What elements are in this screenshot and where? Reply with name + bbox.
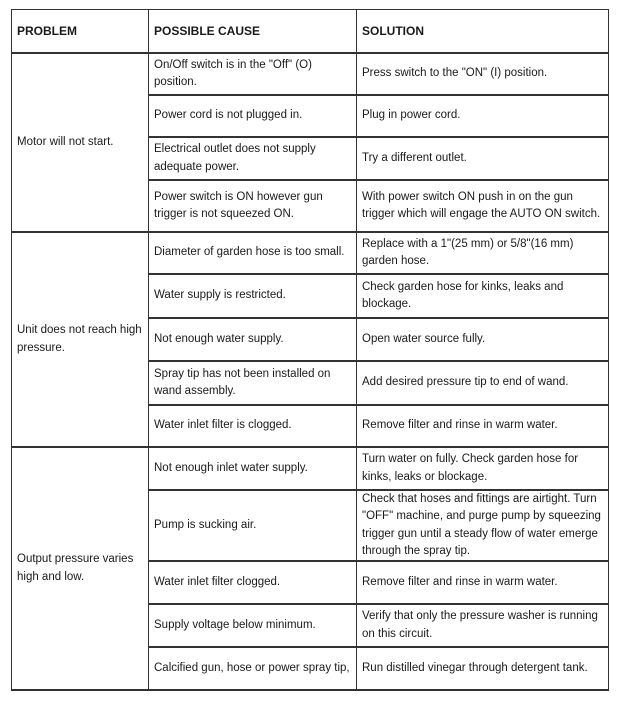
cause-cell: Not enough inlet water supply.	[149, 447, 357, 490]
cause-cell: Supply voltage below minimum.	[149, 604, 357, 647]
cause-cell: Water inlet filter clogged.	[149, 561, 357, 604]
solution-cell: Check that hoses and fittings are airtight. Turn "OFF" machine, and purge pump by squeezing trigger gun until a steady flow of water emerge through the spray tip.	[357, 490, 609, 561]
cause-cell: Spray tip has not been installed on wand assembly.	[149, 361, 357, 405]
table-row	[12, 447, 609, 490]
header-solution: SOLUTION	[357, 10, 609, 54]
solution-cell: Run distilled vinegar through detergent tank.	[357, 647, 609, 690]
header-row	[12, 10, 609, 54]
cause-cell: Not enough water supply.	[149, 318, 357, 361]
solution-cell: Plug in power cord.	[357, 95, 609, 137]
cause-cell: Electrical outlet does not supply adequate power.	[149, 137, 357, 180]
cause-cell: Water supply is restricted.	[149, 274, 357, 318]
solution-cell: Remove filter and rinse in warm water.	[357, 405, 609, 447]
solution-cell: Press switch to the "ON" (I) position.	[357, 53, 609, 95]
cause-cell: Calcified gun, hose or power spray tip,	[149, 647, 357, 690]
cause-cell: Pump is sucking air.	[149, 490, 357, 561]
cause-cell: Power cord is not plugged in.	[149, 95, 357, 137]
cause-cell: Water inlet filter is clogged.	[149, 405, 357, 447]
cause-cell: Power switch is ON however gun trigger is not squeezed ON.	[149, 180, 357, 232]
problem-cell: Unit does not reach high pressure.	[12, 232, 149, 447]
table-row	[12, 232, 609, 274]
solution-cell: Replace with a 1"(25 mm) or 5/8"(16 mm) garden hose.	[357, 232, 609, 274]
solution-cell: Open water source fully.	[357, 318, 609, 361]
solution-cell: Verify that only the pressure washer is running on this circuit.	[357, 604, 609, 647]
table-row	[12, 53, 609, 95]
problem-cell: Output pressure varies high and low.	[12, 447, 149, 690]
header-possible-cause: POSSIBLE CAUSE	[149, 10, 357, 54]
troubleshooting-table	[11, 9, 609, 691]
solution-cell: Try a different outlet.	[357, 137, 609, 180]
solution-cell: Remove filter and rinse in warm water.	[357, 561, 609, 604]
cause-cell: Diameter of garden hose is too small.	[149, 232, 357, 274]
solution-cell: Turn water on fully. Check garden hose for kinks, leaks or blockage.	[357, 447, 609, 490]
cause-cell: On/Off switch is in the "Off" (O) position.	[149, 53, 357, 95]
solution-cell: Add desired pressure tip to end of wand.	[357, 361, 609, 405]
solution-cell: With power switch ON push in on the gun trigger which will engage the AUTO ON switch.	[357, 180, 609, 232]
problem-cell: Motor will not start.	[12, 53, 149, 232]
solution-cell: Check garden hose for kinks, leaks and blockage.	[357, 274, 609, 318]
header-problem: PROBLEM	[12, 10, 149, 54]
